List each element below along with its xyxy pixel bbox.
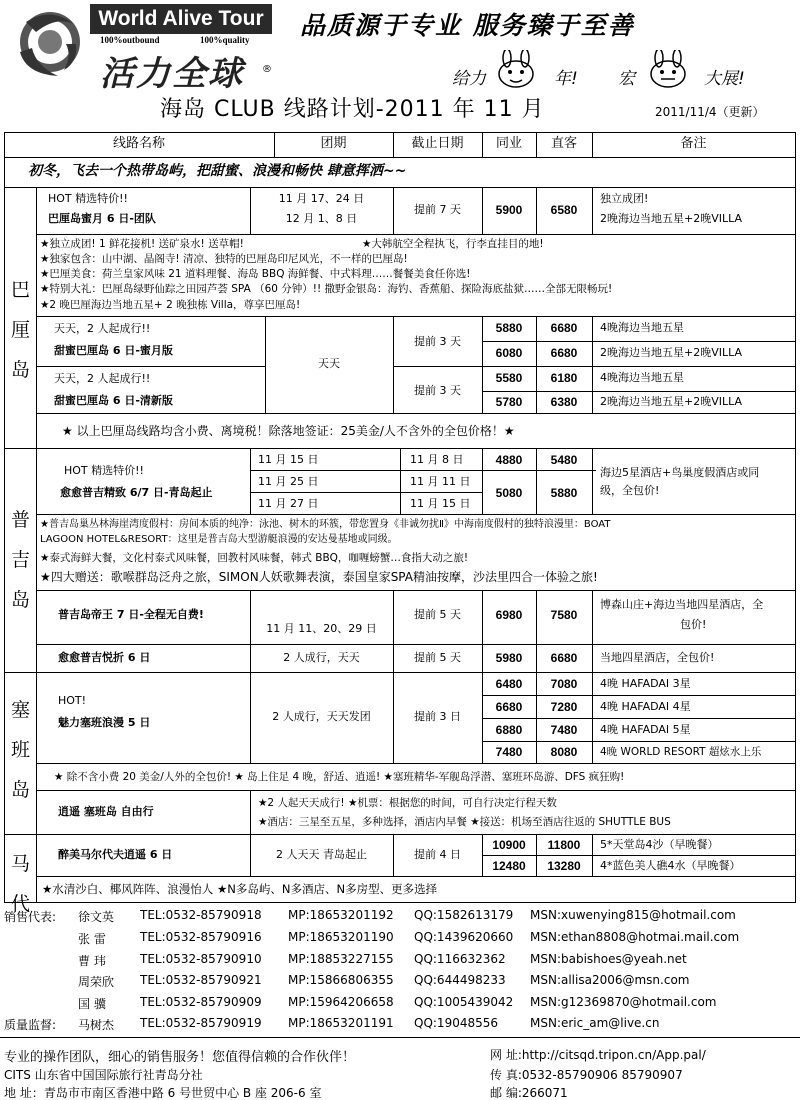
maldives-price-note: 5*天堂岛4沙（早晚餐） [600,838,719,851]
contact-tel[interactable]: TEL:0532-85790916 [140,930,262,944]
column-header-dates: 团期 [320,136,347,151]
contact-tel[interactable]: TEL:0532-85790919 [140,1016,262,1030]
bali-r1-dates-2: 12 月 1、8 日 [285,212,358,225]
bali-price-direct: 6680 [550,346,578,360]
maldives-highlight: ★水清沙白、椰风阵阵、浪漫怡人 ★N多岛屿、N多酒店、N多房型、更多选择 [42,882,438,896]
bali-highlight: ★独家包含：山中湖、晶阁寺! 清凉、独特的巴厘岛印尼风光，不一样的巴厘岛! [40,253,408,265]
contact-qq[interactable]: QQ:1439620660 [414,930,514,944]
contact-tel[interactable]: TEL:0532-85790909 [140,995,262,1009]
maldives-price-direct: 11800 [547,838,581,852]
contact-name: 马树杰 [78,1018,115,1032]
contact-msn[interactable]: MSN:babishoes@yeah.net [530,952,687,966]
brand-name-cn: 活力全球 [100,54,244,94]
contact-mobile[interactable]: MP:18653201190 [288,930,394,944]
phuket-r3-note: 当地四星酒店，全包价! [600,651,715,664]
intro-text: 初冬，飞去一个热带岛屿，把甜蜜、浪漫和畅快 肆意挥洒~~ [28,163,407,179]
contact-qq[interactable]: QQ:1005439042 [414,995,514,1009]
column-header-direct-price: 直客 [550,136,577,151]
brand-name-en: World Alive Tour [90,4,272,34]
column-header-route: 线路名称 [112,136,165,151]
bali-price-peer: 5580 [495,371,523,385]
bali-r1-dates-1: 11 月 17、24 日 [278,192,365,205]
footer-website[interactable]: 网 址:http://citsqd.tripon.cn/App.pal/ [490,1048,706,1062]
page-title: 海岛 CLUB 线路计划-2011 年 11 月 [160,97,545,122]
contact-mobile[interactable]: MP:18653201191 [288,1016,394,1030]
contact-name: 国 骥 [78,997,106,1011]
contact-tel[interactable]: TEL:0532-85790921 [140,973,262,987]
footer-fax: 传 真:0532-85790906 85790907 [490,1068,683,1082]
maldives-r1-name[interactable]: 醉美马尔代夫逍遥 6 日 [58,848,173,861]
greeting-part-4: 大展! [704,69,745,89]
region-saipan: 塞 班 岛 [10,699,30,801]
saipan-price-direct: 7080 [550,677,578,691]
saipan-r2-note: ★2 人起天天成行! ★机票：根据您的时间，可自行决定行程天数 [258,797,557,809]
maldives-r1-dates: 2 人天天 青岛起止 [276,848,367,861]
phuket-highlight: ★四大赠送：歌喉群岛泛舟之旅，SIMON人妖歌舞表演，泰国皇家SPA精油按摩，沙法里四合一体验之旅! [40,570,598,584]
saipan-price-direct: 7480 [550,723,578,737]
phuket-r1-name[interactable]: 愈愈普吉精致 6/7 日-青岛起止 [60,486,213,499]
region-maldives: 马 代 [10,853,30,915]
update-date: 2011/11/4（更新） [655,105,765,119]
saipan-price-peer: 7480 [495,745,523,759]
phuket-r2-peer-price: 6980 [495,608,523,622]
phuket-highlight: ★泰式海鲜大餐，文化村泰式风味餐，回教村风味餐，韩式 BBQ，咖喱螃蟹…食指大动之旅! [40,552,469,564]
contact-msn[interactable]: MSN:ethan8808@hotmai.mail.com [530,930,740,944]
bali-price-direct: 6380 [550,395,578,409]
footer-tagline: 专业的操作团队，细心的销售服务！您值得信赖的合作伙伴！ [4,1050,356,1065]
saipan-price-direct: 8080 [550,745,578,759]
phuket-r3-name[interactable]: 愈愈普吉悦折 6 日 [58,651,151,664]
phuket-r2-note-1: 博森山庄+海边当地四星酒店，全 [600,598,764,611]
bali-price-direct: 6180 [550,371,578,385]
bali-daily: 天天 [318,357,340,370]
bali-price-note: 2晚海边当地五星+2晚VILLA [600,346,743,359]
maldives-price-peer: 12480 [492,859,526,873]
phuket-deadline: 11 月 15 日 [410,497,471,510]
contact-tel[interactable]: TEL:0532-85790918 [140,908,262,922]
bali-price-peer: 5780 [495,395,523,409]
saipan-price-peer: 6680 [495,700,523,714]
slogan: 品质源于专业 服务臻于至善 [300,11,635,40]
greeting-part-2: 年! [554,69,578,89]
bali-highlight: ★大韩航空全程执飞，行李直挂目的地! [362,238,544,250]
contact-tel[interactable]: TEL:0532-85790910 [140,952,262,966]
bali-r1-direct-price: 6580 [550,203,578,217]
saipan-price-note: 4晚 HAFADAI 5星 [600,723,691,736]
bali-highlight: ★2 晚巴厘海边当地五星+ 2 晚独栋 Villa，尊享巴厘岛! [40,299,301,311]
phuket-r3-dates: 2 人成行，天天 [283,651,360,664]
bali-footer-note: ★ 以上巴厘岛线路均含小费、离境税！除落地签证：25美金/人不含外的全包价格！★ [62,424,515,438]
bali-r2-tag: 天天，2 人起成行!! [54,322,151,335]
saipan-r1-deadline: 提前 3 日 [414,710,461,723]
bali-r3-name[interactable]: 甜蜜巴厘岛 6 日-清新版 [54,394,173,407]
bali-r1-deadline: 提前 7 天 [414,203,461,216]
contact-msn[interactable]: MSN:g12369870@hotmail.com [530,995,717,1009]
rabbit-face-icon [494,50,538,90]
bali-price-note: 4晚海边当地五星 [600,321,684,334]
saipan-price-peer: 6480 [495,677,523,691]
column-header-notes: 备注 [680,136,707,151]
phuket-r3-direct-price: 6680 [550,651,578,665]
contact-qq[interactable]: QQ:116632362 [414,952,506,966]
bali-r3-tag: 天天，2 人起成行!! [54,372,151,385]
region-bali: 巴 厘 岛 [10,279,30,381]
contact-qq[interactable]: QQ:19048556 [414,1016,499,1030]
footer-postcode: 邮 编:266071 [490,1086,568,1100]
phuket-price-direct: 5880 [550,486,578,500]
phuket-date: 11 月 27 日 [258,497,319,510]
bali-r1-note-1: 独立成团! [600,192,649,205]
bali-r1-name[interactable]: 巴厘岛蜜月 6 日-团队 [48,212,156,225]
bali-price-peer: 5880 [495,321,523,335]
saipan-r1-dates: 2 人成行，天天发团 [272,710,371,723]
phuket-highlight: ★普吉岛巢丛林海崖湾度假村：房间本质的纯净：泳池、树木的环簇，带您置身《非诚勿扰Ⅱ》中海南度假村的独特浪漫里：BOAT [40,519,611,530]
saipan-price-peer: 6880 [495,723,523,737]
contact-name: 徐文英 [78,910,115,924]
saipan-price-note: 4晚 HAFADAI 3星 [600,677,691,690]
contact-mobile[interactable]: MP:18853227155 [288,952,394,966]
maldives-r1-deadline: 提前 4 日 [414,848,461,861]
saipan-r1-tag: HOT! [58,694,87,707]
bali-r1-peer-price: 5900 [495,203,523,217]
phuket-note-1: 海边5星酒店+鸟巢度假酒店或同 [600,466,760,479]
quality-supervisor-label: 质量监督: [4,1018,57,1032]
brand-sub-right: 100%quality [200,35,250,45]
saipan-price-direct: 7280 [550,700,578,714]
contact-mobile[interactable]: MP:15866806355 [288,973,394,987]
bali-r1-note-2: 2晚海边当地五星+2晚VILLA [600,212,743,225]
phuket-highlight: LAGOON HOTEL&RESORT：这里是普吉岛大型游艇浪漫的安达曼基地或同级。 [40,534,398,545]
phuket-price-peer: 5080 [495,486,523,500]
saipan-r2-name[interactable]: 逍遥 塞班岛 自由行 [58,805,154,818]
footer-address: 地 址：青岛市市南区香港中路 6 号世贸中心 B 座 206-6 室 [4,1086,322,1100]
phuket-r2-note-2: 包价! [680,618,707,631]
sales-rep-label: 销售代表: [4,910,57,924]
phuket-deadline: 11 月 8 日 [410,453,464,466]
rabbit-face-icon [646,50,690,90]
maldives-price-direct: 13280 [547,859,581,873]
bali-highlight: ★特别大礼：巴厘岛绿野仙踪之田园芦荟 SPA （60 分钟）!! 撒野金银岛：海钓、香蕉船、探险海底盐狱……全部无限畅玩! [40,283,613,295]
contact-msn[interactable]: MSN:xuwenying815@hotmail.com [530,908,736,922]
column-header-peer-price: 同业 [495,136,522,151]
bali-r1-tag: HOT 精选特价!! [48,192,128,205]
contact-name: 周荣欣 [78,975,115,989]
saipan-price-note: 4晚 WORLD RESORT 超炫水上乐 [600,746,762,758]
bali-highlight: ★巴厘美食：荷兰皇家风味 21 道料理餐、海岛 BBQ 海鲜餐、中式料理……餐餐美食任你选! [40,268,471,280]
bali-r2-deadline: 提前 3 天 [414,335,461,348]
maldives-price-peer: 10900 [492,838,526,852]
bali-r2-name[interactable]: 甜蜜巴厘岛 6 日-蜜月版 [54,344,173,357]
contact-qq[interactable]: QQ:644498233 [414,973,506,987]
footer-company: CITS 山东省中国国际旅行社青岛分社 [4,1068,203,1082]
phuket-price-peer: 4880 [495,453,523,467]
bali-r3-deadline: 提前 3 天 [414,384,461,397]
saipan-price-note: 4晚 HAFADAI 4星 [600,700,691,713]
region-phuket: 普 吉 岛 [10,509,30,611]
phuket-date: 11 月 25 日 [258,475,319,488]
contact-mobile[interactable]: MP:18653201192 [288,908,394,922]
contact-msn[interactable]: MSN:eric_am@live.cn [530,1016,660,1030]
phuket-r2-deadline: 提前 5 天 [414,608,461,621]
greeting-part-3: 宏 [618,69,635,89]
greeting-part-1: 给力 [452,69,486,89]
phuket-r2-dates: 11 月 11、20、29 日 [266,622,377,635]
bali-highlight: ★独立成团! 1 鲜花接机! 送矿泉水! 送草帽! [40,238,244,250]
saipan-highlight: ★ 除不含小费 20 美金/人外的全包价! ★ 岛上住足 4 晚，舒适、逍遥! ★塞班精华-军舰岛浮潜、塞班环岛游、DFS 疯狂购! [54,771,625,783]
saipan-r2-note: ★酒店：三星至五星，多种选择，酒店内早餐 ★接送：机场至酒店往返的 SHUTTLE BUS [258,816,671,828]
brand-logo-icon [6,4,94,80]
phuket-deadline: 11 月 11 日 [410,475,471,488]
contact-mobile[interactable]: MP:15964206658 [288,995,394,1009]
phuket-r1-tag: HOT 精选特价!! [64,464,144,477]
bali-price-peer: 6080 [495,346,523,360]
phuket-price-direct: 5480 [550,453,578,467]
bali-price-note: 4晚海边当地五星 [600,371,684,384]
phuket-r2-direct-price: 7580 [550,608,578,622]
phuket-r2-name[interactable]: 普吉岛帝王 7 日-全程无自费! [58,608,204,621]
contact-msn[interactable]: MSN:allisa2006@msn.com [530,973,690,987]
contact-qq[interactable]: QQ:1582613179 [414,908,514,922]
bali-price-note: 2晚海边当地五星+2晚VILLA [600,395,743,408]
registered-mark: ® [262,64,272,75]
phuket-note-2: 级，全包价! [600,484,660,497]
maldives-price-note: 4*蓝色美人礁4水（早晚餐） [600,859,741,872]
column-header-deadline: 截止日期 [411,136,464,151]
contact-name: 张 雷 [78,932,106,946]
brand-sub-left: 100%outbound [100,35,160,45]
contact-name: 曹 玮 [78,954,106,968]
saipan-r1-name[interactable]: 魅力塞班浪漫 5 日 [58,716,151,729]
phuket-r3-peer-price: 5980 [495,651,523,665]
bali-price-direct: 6680 [550,321,578,335]
phuket-date: 11 月 15 日 [258,453,319,466]
phuket-r3-deadline: 提前 5 天 [414,651,461,664]
